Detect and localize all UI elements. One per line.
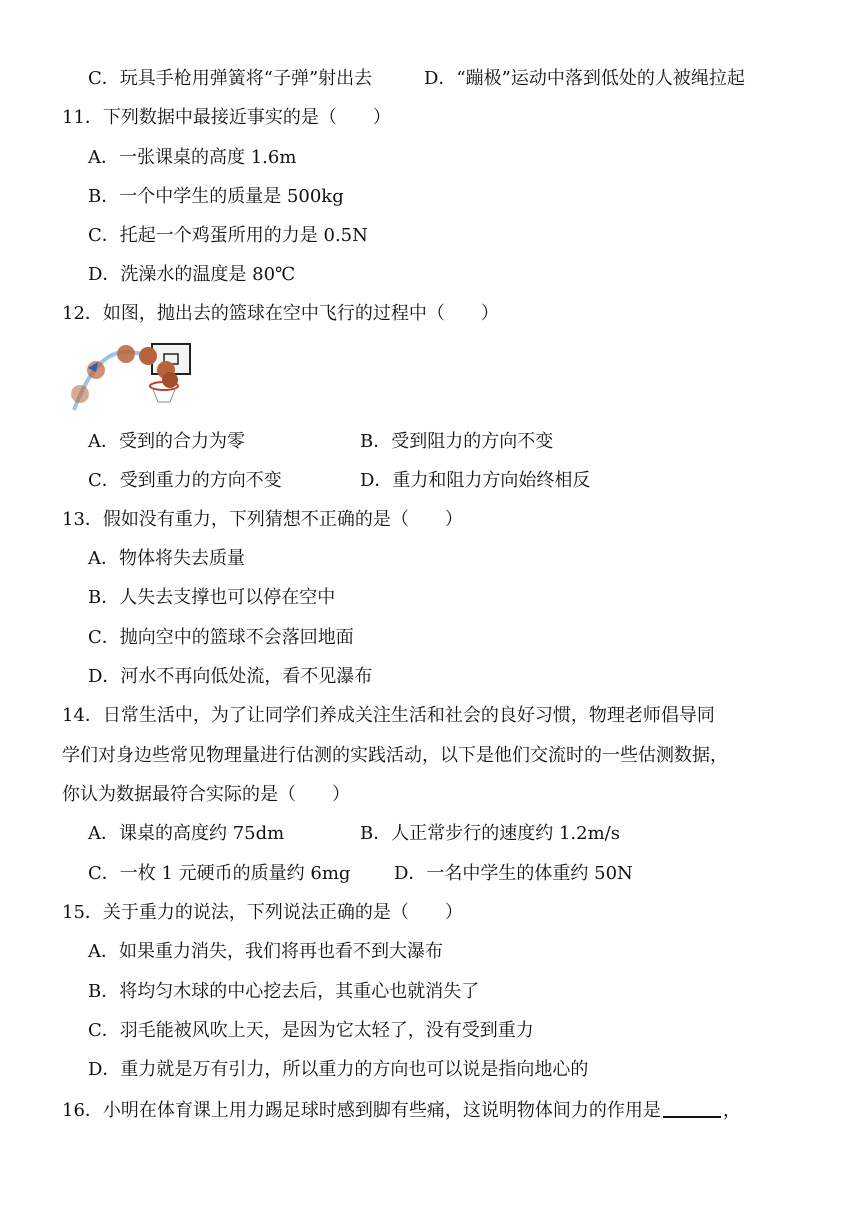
q13-option-a: A．物体将失去质量 <box>88 548 245 569</box>
q11-option-b: B．一个中学生的质量是 500kg <box>88 186 344 207</box>
q12-option-d: D．重力和阻力方向始终相反 <box>360 470 591 491</box>
question-15: 15．关于重力的说法，下列说法正确的是（ ） <box>62 902 463 923</box>
answer-blank[interactable] <box>663 1098 721 1118</box>
question-11: 11．下列数据中最接近事实的是（ ） <box>62 107 391 128</box>
question-14-line-2: 学们对身边些常见物理量进行估测的实践活动，以下是他们交流时的一些估测数据， <box>62 745 728 766</box>
basketball-1 <box>71 385 89 403</box>
q11-option-d: D．洗澡水的温度是 80℃ <box>88 264 296 285</box>
question-13: 13．假如没有重力，下列猜想不正确的是（ ） <box>62 509 463 530</box>
q11-option-a: A．一张课桌的高度 1.6m <box>88 147 297 168</box>
q15-option-d: D．重力就是万有引力，所以重力的方向也可以说是指向地心的 <box>88 1059 589 1080</box>
question-16-text: 16．小明在体育课上用力踢足球时感到脚有些痛，这说明物体间力的作用是 <box>62 1100 661 1121</box>
q15-option-a: A．如果重力消失，我们将再也看不到大瀑布 <box>88 941 443 962</box>
q14-option-b: B．人正常步行的速度约 1.2m/s <box>360 823 620 844</box>
q12-option-a: A．受到的合力为零 <box>88 431 245 452</box>
q11-option-c: C．托起一个鸡蛋所用的力是 0.5N <box>88 225 368 246</box>
question-12: 12．如图，抛出去的篮球在空中飞行的过程中（ ） <box>62 303 499 324</box>
q13-option-c: C．抛向空中的篮球不会落回地面 <box>88 627 354 648</box>
q13-option-d: D．河水不再向低处流，看不见瀑布 <box>88 666 373 687</box>
basketball-trajectory-figure <box>66 340 194 412</box>
q14-option-a: A．课桌的高度约 75dm <box>88 823 285 844</box>
q14-option-c: C．一枚 1 元硬币的质量约 6mg <box>88 863 351 884</box>
q15-option-c: C．羽毛能被风吹上天，是因为它太轻了，没有受到重力 <box>88 1020 534 1041</box>
question-16 <box>62 1098 741 1123</box>
basketball-4 <box>139 347 157 365</box>
question-14-line-1: 14．日常生活中，为了让同学们养成关注生活和社会的良好习惯，物理老师倡导同 <box>62 705 715 726</box>
q12-option-b: B．受到阻力的方向不变 <box>360 431 554 452</box>
q10-option-c: C．玩具手枪用弹簧将“子弹”射出去 <box>88 68 373 89</box>
q13-option-b: B．人失去支撑也可以停在空中 <box>88 587 336 608</box>
q10-option-d: D．“蹦极”运动中落到低处的人被绳拉起 <box>424 68 745 89</box>
q12-option-c: C．受到重力的方向不变 <box>88 470 282 491</box>
basketball-6 <box>162 372 178 388</box>
q15-option-b: B．将均匀木球的中心挖去后，其重心也就消失了 <box>88 981 480 1002</box>
question-14-line-3: 你认为数据最符合实际的是（ ） <box>62 784 350 805</box>
question-16-comma: ， <box>722 1100 741 1121</box>
q14-option-d: D．一名中学生的体重约 50N <box>394 863 633 884</box>
basketball-3 <box>117 345 135 363</box>
